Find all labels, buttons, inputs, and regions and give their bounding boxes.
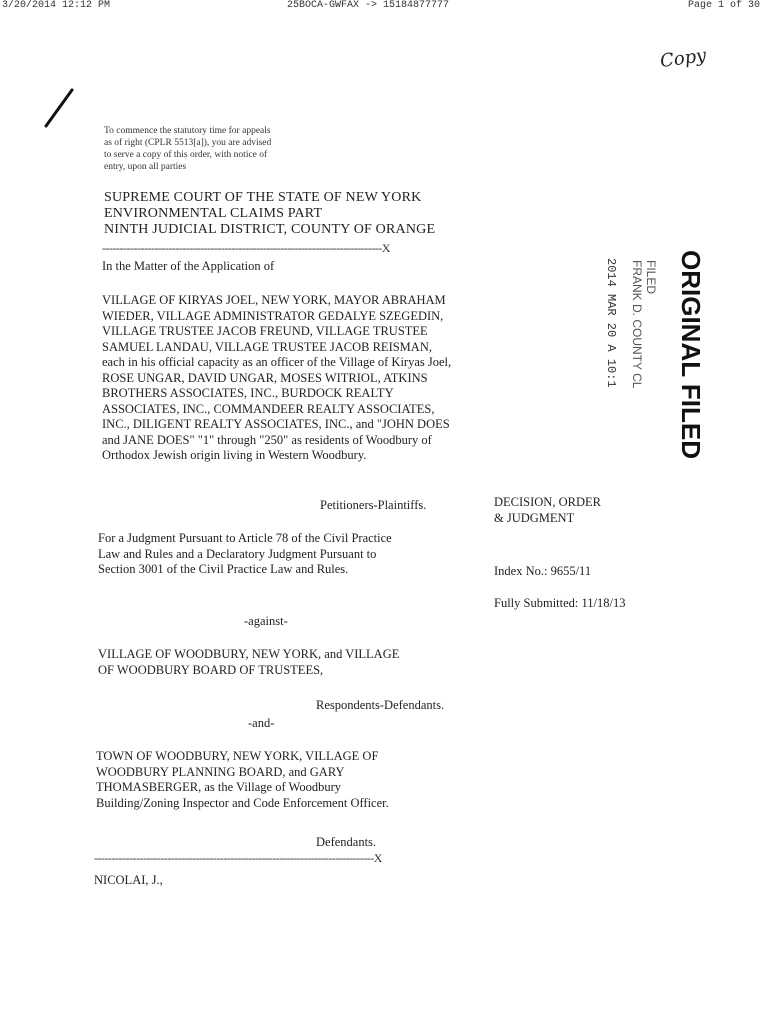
filed-clerk-stamp [630,260,658,388]
notice-line: entry, upon all parties [104,162,187,172]
separator-bottom: --------------------------------------------------------------------------------X [94,851,382,865]
notice-line: To commence the statutory time for appeals [104,126,271,136]
judgment-description [98,531,392,578]
defendant-line: WOODBURY PLANNING BOARD, and GARY [96,764,345,779]
notice-line: as of right (CPLR 5513[a]), you are advised [104,138,272,148]
petitioner-line: WIEDER, VILLAGE ADMINISTRATOR GEDALYE SZEGEDIN, [102,308,444,323]
petitioner-line: BROTHERS ASSOCIATES, INC., BURDOCK REALTY [102,386,394,400]
respondent-line: VILLAGE OF WOODBURY, NEW YORK, and VILLAGE [98,647,400,661]
decision-title [494,495,601,526]
petitioner-line: ASSOCIATES, INC., COMMANDEER REALTY ASSOCIATES, [102,401,435,416]
petitioner-line: VILLAGE TRUSTEE JACOB FREUND, VILLAGE TRUSTEE [102,324,428,338]
filed-clerk-line: FRANK D. COUNTY CL [630,260,644,389]
court-part: ENVIRONMENTAL CLAIMS PART [104,206,323,221]
court-district: NINTH JUDICIAL DISTRICT, COUNTY OF ORANGE [104,222,436,237]
defendants-label: Defendants. [316,835,377,849]
fax-timestamp: 3/20/2014 12:12 PM [2,0,111,11]
petitioner-line: ROSE UNGAR, DAVID UNGAR, MOSES WITRIOL, ATKINS [102,370,428,385]
against-word: -against- [244,614,288,628]
petitioner-line: and JANE DOES" "1" through "250" as residents of Woodbury of [102,432,432,447]
copy-handwritten-mark: Copy [658,44,708,73]
petitioners-list [102,293,451,464]
petitioners-label: Petitioners-Plaintiffs. [320,498,427,512]
petitioner-line: Orthodox Jewish origin living in Western Woodbury. [102,448,367,462]
court-name: SUPREME COURT OF THE STATE OF NEW YORK [104,190,422,205]
matter-intro: In the Matter of the Application of [102,259,275,273]
appeal-notice [104,125,271,173]
fax-route: 25BOCA-GWFAX -> 15184877777 [287,0,450,11]
defendant-line: Building/Zoning Inspector and Code Enforcement Officer. [96,795,389,810]
judgment-line: For a Judgment Pursuant to Article 78 of the Civil Practice [98,531,392,545]
notice-line: to serve a copy of this order, with notice of [104,150,268,160]
judge-name: NICOLAI, J., [94,873,163,887]
judgment-line: Section 3001 of the Civil Practice Law and Rules. [98,562,349,576]
filed-clerk-line: FILED [644,260,658,295]
petitioner-line: SAMUEL LANDAU, VILLAGE TRUSTEE JACOB REISMAN, [102,339,432,354]
petitioner-line: VILLAGE OF KIRYAS JOEL, NEW YORK, MAYOR ABRAHAM [102,293,446,307]
judgment-line: Law and Rules and a Declaratory Judgment Pursuant to [98,546,377,561]
court-heading [104,190,435,238]
fax-page-number: Page 1 of 30 [688,0,761,11]
respondents-label: Respondents-Defendants. [316,698,445,712]
decision-title-line: & JUDGMENT [494,510,575,525]
respondent-line: OF WOODBURY BOARD OF TRUSTEES, [98,662,324,677]
date-received-stamp: 2014 MAR 20 A 10:1 [604,258,618,388]
separator-top: --------------------------------------------------------------------------------X [102,241,390,255]
original-filed-stamp: ORIGINAL FILED [676,250,706,459]
fully-submitted-date: Fully Submitted: 11/18/13 [494,596,626,610]
defendant-line: THOMASBERGER, as the Village of Woodbury [96,780,341,794]
petitioner-line: INC., DILIGENT REALTY ASSOCIATES, INC., and "JOHN DOES [102,417,450,431]
decision-title-line: DECISION, ORDER [494,495,601,509]
defendants-list [96,749,389,811]
defendant-line: TOWN OF WOODBURY, NEW YORK, VILLAGE OF [96,749,379,763]
slash-mark-icon [40,86,80,130]
respondents-list [98,647,399,678]
and-word: -and- [248,716,275,730]
index-number: Index No.: 9655/11 [494,564,592,578]
petitioner-line: each in his official capacity as an officer of the Village of Kiryas Joel, [102,355,452,369]
